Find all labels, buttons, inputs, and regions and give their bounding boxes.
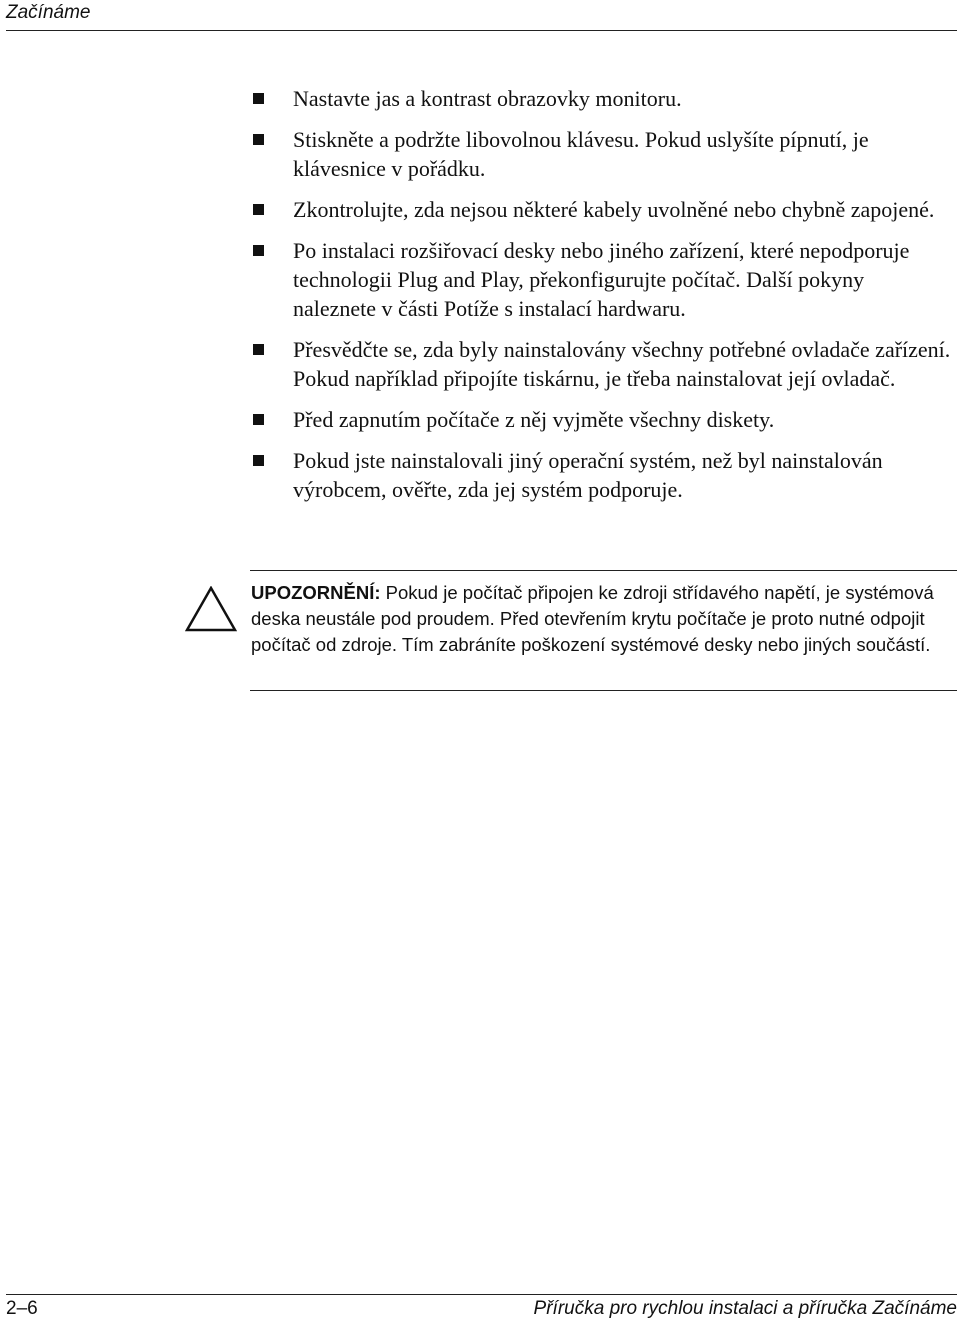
list-item	[252, 84, 952, 113]
square-bullet-icon	[253, 414, 264, 425]
list-item-text: Zkontrolujte, zda nejsou některé kabely uvolněné nebo chybně zapojené.	[293, 197, 935, 222]
square-bullet-icon	[253, 455, 264, 466]
list-item	[252, 236, 952, 323]
header-rule	[6, 30, 957, 31]
list-item-text: Stiskněte a podržte libovolnou klávesu. Pokud uslyšíte pípnutí, je klávesnice v pořádku.	[293, 127, 869, 181]
warning-triangle-icon	[185, 586, 237, 632]
list-item-text: Před zapnutím počítače z něj vyjměte všechny diskety.	[293, 407, 775, 432]
list-item	[252, 195, 952, 224]
caution-rule-bottom	[250, 690, 957, 691]
square-bullet-icon	[253, 344, 264, 355]
list-item	[252, 125, 952, 183]
caution-label: UPOZORNĚNÍ:	[251, 582, 381, 603]
square-bullet-icon	[253, 204, 264, 215]
page-number: 2–6	[6, 1298, 38, 1319]
list-item-text: Po instalaci rozšiřovací desky nebo jiného zařízení, které nepodporuje technologii Plug and Play, překonfigurujte počítač. Další pokyny naleznete v části Potíže s instalací hardwaru.	[293, 238, 910, 321]
checklist	[252, 84, 952, 516]
running-header-title: Začínáme	[6, 2, 91, 23]
square-bullet-icon	[253, 245, 264, 256]
list-item	[252, 335, 952, 393]
caution-body: Pokud je počítač připojen ke zdroji střídavého napětí, je systémová deska neustále pod proudem. Před otevřením krytu počítače je proto nutné odpojit počítač od zdroje. Tím zabráníte poškození systémové desky nebo jiných součástí.	[251, 582, 934, 655]
list-item-text: Nastavte jas a kontrast obrazovky monitoru.	[293, 86, 682, 111]
caution-rule-top	[250, 570, 957, 571]
list-item-text: Přesvědčte se, zda byly nainstalovány všechny potřebné ovladače zařízení. Pokud například připojíte tiskárnu, je třeba nainstalovat její ovladač.	[293, 337, 951, 391]
footer-rule	[6, 1294, 957, 1295]
square-bullet-icon	[253, 134, 264, 145]
caution-note	[185, 570, 957, 692]
list-item	[252, 405, 952, 434]
caution-text-block	[251, 580, 951, 658]
square-bullet-icon	[253, 93, 264, 104]
footer-document-title: Příručka pro rychlou instalaci a příručka Začínáme	[533, 1298, 957, 1319]
list-item	[252, 446, 952, 504]
list-item-text: Pokud jste nainstalovali jiný operační systém, než byl nainstalován výrobcem, ověřte, zda jej systém podporuje.	[293, 448, 883, 502]
